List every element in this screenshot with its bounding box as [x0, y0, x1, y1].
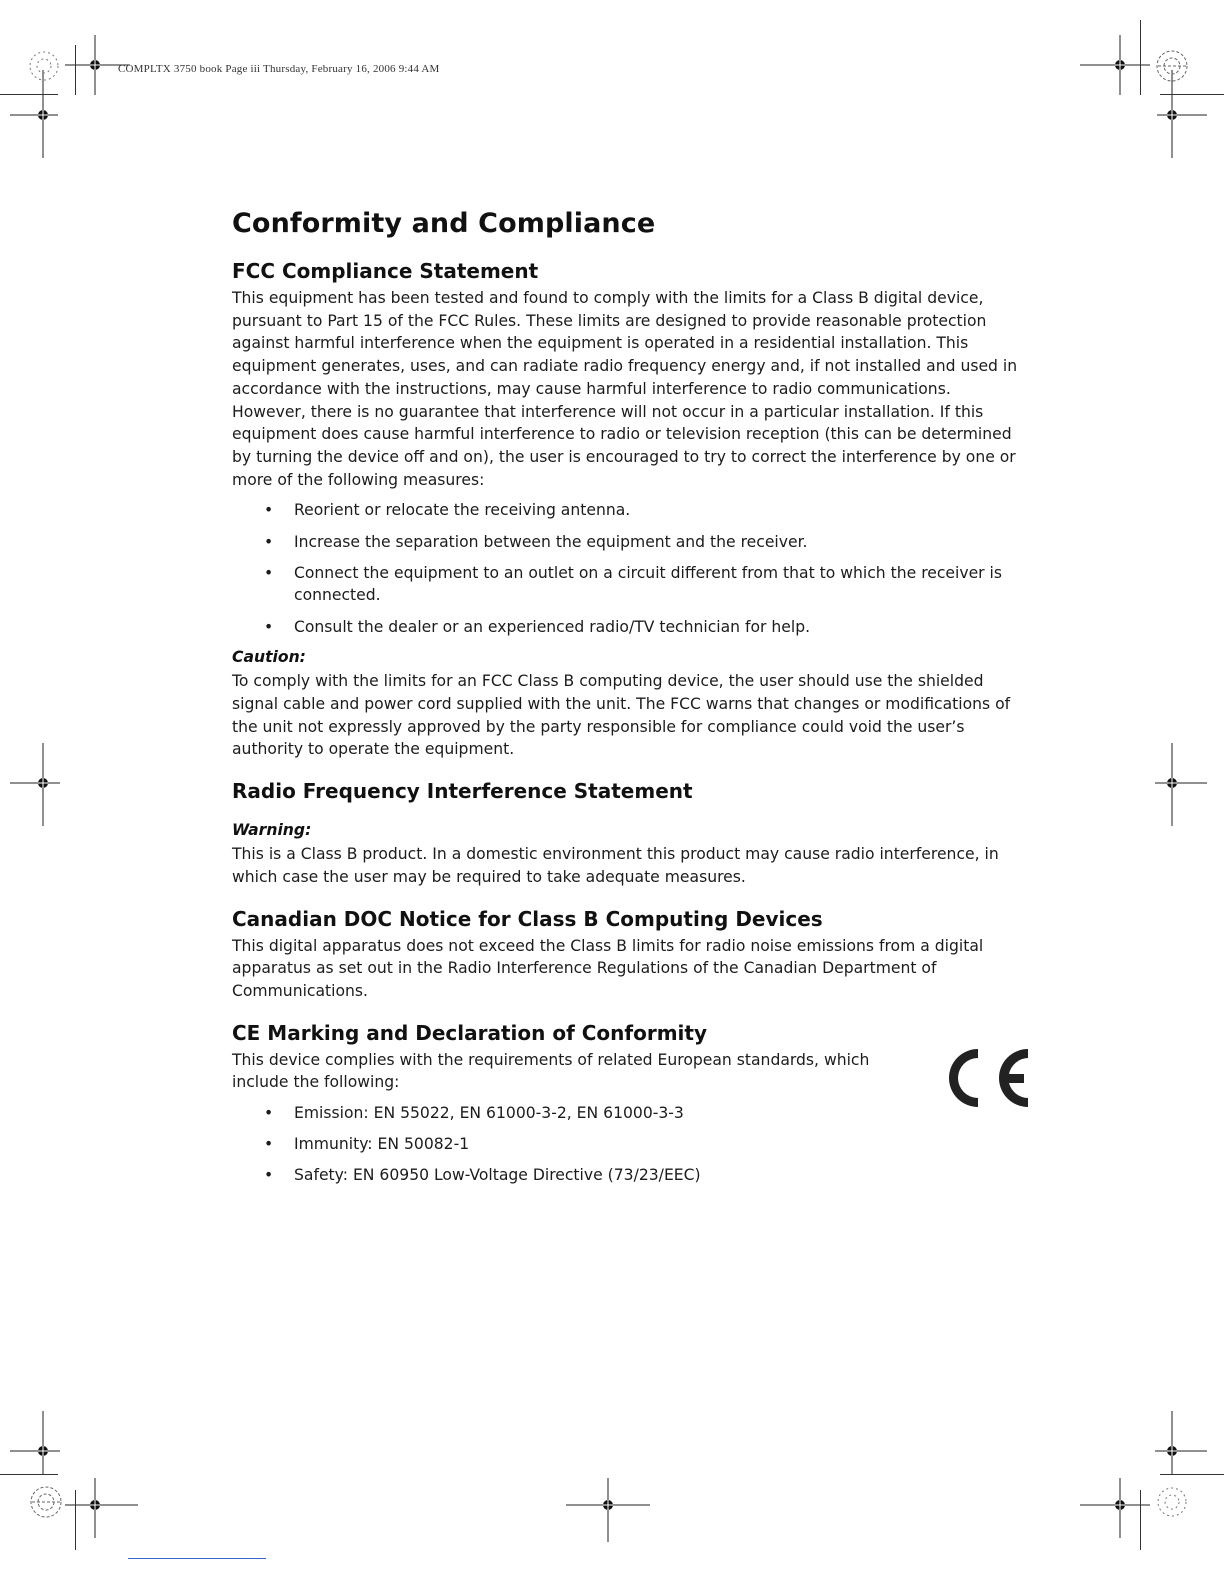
corner-color-target-icon — [22, 44, 66, 88]
bullet-icon: • — [264, 1104, 274, 1123]
rfi-section — [232, 779, 1022, 888]
page-title: Conformity and Compliance — [232, 208, 656, 239]
list-item: • Emission: EN 55022, EN 61000-3-2, EN 61000-3-3 — [294, 1102, 1022, 1125]
trim-line — [75, 45, 76, 95]
canada-section — [232, 907, 1022, 1003]
list-item: • Consult the dealer or an experienced radio/TV technician for help. — [294, 616, 1022, 639]
warning-body: This is a Class B product. In a domestic environment this product may cause radio interference, in which case the user may be required to take adequate measures. — [232, 845, 999, 886]
link-underline — [128, 1558, 266, 1559]
trim-line — [75, 1490, 76, 1550]
bullet-icon: • — [264, 1166, 274, 1185]
trim-line — [0, 94, 58, 95]
caution-body: To comply with the limits for an FCC Class B computing device, the user should use the shielded signal cable and power cord supplied with the unit. The FCC warns that changes or modifications of the unit not expressly approved by the party responsible for compliance could void the user’s authority to operate the equipment. — [232, 672, 1011, 759]
bullet-icon: • — [264, 563, 274, 582]
trim-line — [1140, 1490, 1141, 1550]
fcc-body: This equipment has been tested and found to comply with the limits for a Class B digital device, pursuant to Part 15 of the FCC Rules. These limits are designed to provide reasonable protection against harmful interference when the equipment is operated in a residential installation. This equipment generates, uses, and can radiate radio frequency energy and, if not installed and used in accordance with the instructions, may cause harmful interference to radio communications. However, there is no guarantee that interference will not occur in a particular installation. If this equipment does cause harmful interference to radio or television reception (this can be determined by turning the device off and on), the user is encouraged to try to correct the interference by one or more of the following measures: — [232, 289, 1018, 489]
trim-line — [1140, 20, 1141, 95]
bullet-icon: • — [264, 617, 274, 636]
warning-label: Warning: — [232, 821, 312, 840]
bullet-icon: • — [264, 532, 274, 551]
list-item: • Connect the equipment to an outlet on a circuit different from that to which the receiver is connected. — [264, 563, 1002, 605]
canada-body: This digital apparatus does not exceed the Class B limits for radio noise emissions from a digital apparatus as set out in the Radio Interference Regulations of the Canadian Department of Communications. — [232, 936, 984, 1000]
rfi-heading: Radio Frequency Interference Statement — [232, 779, 693, 804]
corner-color-target-icon — [24, 1480, 68, 1524]
list-item: • Reorient or relocate the receiving antenna. — [294, 499, 1022, 522]
ce-standards-list — [232, 1102, 1022, 1187]
list-item: • Safety: EN 60950 Low-Voltage Directive (73/23/EEC) — [294, 1164, 1022, 1187]
fcc-section — [232, 259, 1022, 761]
ce-section — [232, 1021, 1022, 1188]
registration-mark-icon — [563, 1460, 653, 1550]
fcc-heading: FCC Compliance Statement — [232, 259, 539, 283]
bullet-icon: • — [264, 501, 274, 520]
trim-line — [1160, 1474, 1224, 1475]
bullet-icon: • — [264, 1135, 274, 1154]
trim-line — [0, 1474, 58, 1475]
caution-label: Caution: — [232, 648, 306, 667]
list-item: • Immunity: EN 50082-1 — [294, 1133, 1022, 1156]
canada-heading: Canadian DOC Notice for Class B Computing Devices — [232, 906, 823, 931]
page-content — [232, 208, 1022, 1201]
ce-body: This device complies with the requirements of related European standards, which include the following: — [232, 1050, 870, 1092]
registration-mark-icon — [0, 738, 88, 828]
print-slug: COMPLTX 3750 book Page iii Thursday, February 16, 2006 9:44 AM — [118, 63, 440, 75]
corner-color-target-icon — [1150, 1480, 1194, 1524]
ce-heading: CE Marking and Declaration of Conformity — [232, 1020, 707, 1045]
registration-mark-icon — [1127, 738, 1217, 828]
trim-line — [1160, 94, 1224, 95]
fcc-measures-list — [232, 499, 1022, 638]
list-item: • Increase the separation between the equipment and the receiver. — [294, 531, 1022, 554]
corner-color-target-icon — [1150, 44, 1194, 88]
